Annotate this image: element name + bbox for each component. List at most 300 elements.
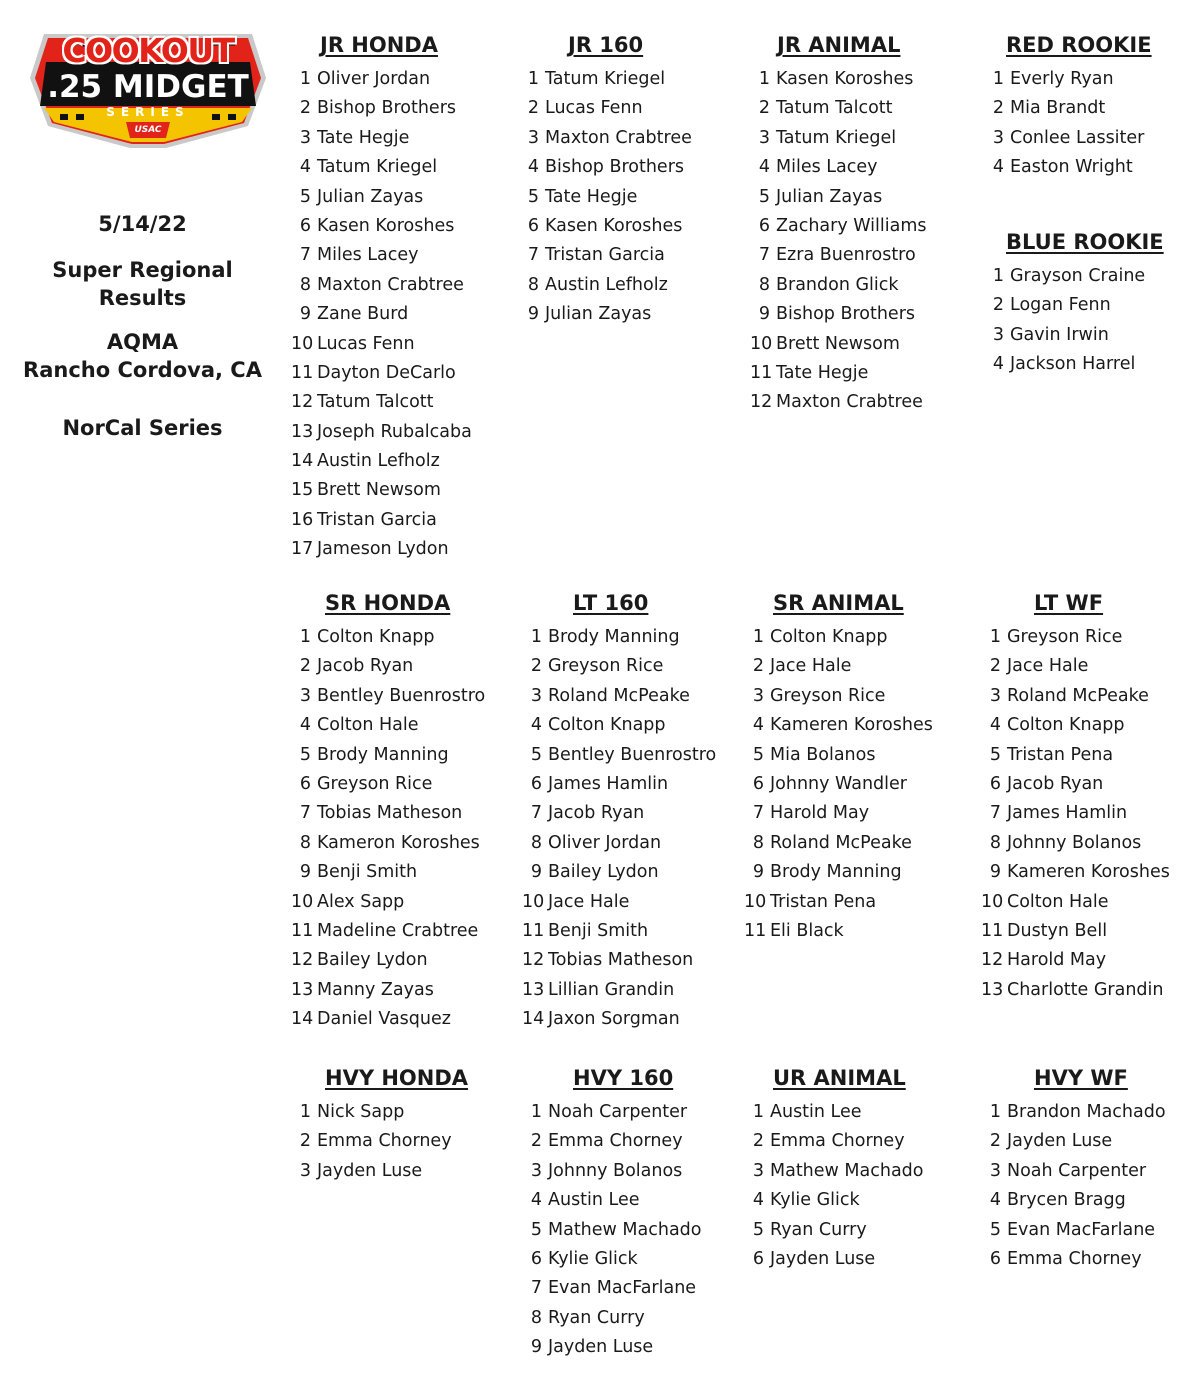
driver-name: Brody Manning bbox=[548, 627, 680, 647]
driver-name: Charlotte Grandin bbox=[1007, 979, 1164, 1000]
finish-position: 7 bbox=[530, 803, 542, 824]
result-entry bbox=[522, 1274, 702, 1303]
driver-name: Colton Knapp bbox=[317, 627, 435, 647]
finish-position: 8 bbox=[752, 832, 764, 853]
finish-position: 11 bbox=[981, 920, 1004, 941]
finish-position: 13 bbox=[522, 979, 545, 1000]
result-entry bbox=[291, 1005, 485, 1034]
result-entry bbox=[750, 183, 927, 212]
result-entry bbox=[291, 770, 485, 799]
finish-position: 6 bbox=[299, 773, 311, 794]
driver-name: Ezra Buenrostro bbox=[776, 245, 916, 266]
finish-position: 4 bbox=[530, 715, 542, 736]
result-entry bbox=[519, 300, 692, 329]
driver-name: Bentley Buenrostro bbox=[317, 685, 486, 706]
finish-position: 10 bbox=[522, 891, 545, 912]
driver-name: Oliver Jordan bbox=[317, 69, 431, 89]
result-entry bbox=[291, 652, 485, 681]
finish-position: 1 bbox=[989, 627, 1001, 647]
results-list bbox=[519, 65, 692, 330]
finish-position: 4 bbox=[758, 157, 770, 178]
result-entry bbox=[984, 262, 1145, 291]
logo-series-text: .25 MIDGET bbox=[47, 69, 249, 105]
results-list bbox=[522, 1098, 702, 1363]
finish-position: 1 bbox=[299, 69, 311, 89]
finish-position: 10 bbox=[744, 891, 767, 912]
logo-usac-text: USAC bbox=[134, 125, 162, 135]
driver-name: Kameren Koroshes bbox=[1007, 862, 1170, 883]
finish-position: 11 bbox=[744, 920, 767, 941]
driver-name: Colton Knapp bbox=[548, 715, 666, 736]
finish-position: 8 bbox=[299, 832, 311, 853]
result-entry bbox=[981, 1245, 1166, 1274]
driver-name: Kylie Glick bbox=[548, 1248, 638, 1269]
finish-position: 5 bbox=[758, 186, 770, 207]
driver-name: Austin Lee bbox=[770, 1102, 862, 1122]
result-entry bbox=[981, 946, 1170, 975]
finish-position: 10 bbox=[750, 333, 773, 354]
driver-name: Dustyn Bell bbox=[1007, 920, 1108, 941]
driver-name: Nick Sapp bbox=[317, 1102, 405, 1122]
result-entry bbox=[750, 124, 927, 153]
driver-name: Kasen Koroshes bbox=[776, 69, 914, 89]
result-entry bbox=[744, 623, 933, 652]
driver-name: Benji Smith bbox=[548, 920, 649, 941]
driver-name: Julian Zayas bbox=[317, 186, 424, 207]
driver-name: Greyson Rice bbox=[548, 656, 664, 677]
result-entry bbox=[291, 858, 485, 887]
finish-position: 3 bbox=[752, 1160, 764, 1181]
finish-position: 4 bbox=[299, 715, 311, 736]
finish-position: 6 bbox=[758, 215, 770, 236]
finish-position: 6 bbox=[752, 1248, 764, 1269]
finish-position: 5 bbox=[530, 1219, 542, 1240]
result-entry bbox=[981, 1157, 1166, 1186]
driver-name: Joseph Rubalcaba bbox=[317, 421, 472, 442]
finish-position: 3 bbox=[989, 685, 1001, 706]
driver-name: Jace Hale bbox=[1007, 656, 1089, 677]
result-entry bbox=[291, 1127, 452, 1156]
result-entry bbox=[522, 1127, 702, 1156]
finish-position: 10 bbox=[981, 891, 1004, 912]
finish-position: 1 bbox=[992, 266, 1004, 286]
finish-position: 4 bbox=[752, 715, 764, 736]
results-list bbox=[291, 623, 485, 1034]
driver-name: Jackson Harrel bbox=[1010, 354, 1136, 375]
results-list bbox=[522, 623, 716, 1034]
result-entry bbox=[519, 153, 692, 182]
finish-position: 4 bbox=[989, 715, 1001, 736]
driver-name: Kasen Koroshes bbox=[545, 215, 683, 236]
result-entry bbox=[522, 858, 716, 887]
finish-position: 5 bbox=[752, 1219, 764, 1240]
result-entry bbox=[522, 1216, 702, 1245]
finish-position: 1 bbox=[758, 69, 770, 89]
finish-position: 9 bbox=[299, 862, 311, 883]
result-entry bbox=[291, 917, 485, 946]
result-entry bbox=[744, 711, 933, 740]
result-entry bbox=[981, 829, 1170, 858]
result-entry bbox=[519, 94, 692, 123]
finish-position: 7 bbox=[299, 245, 311, 266]
result-entry bbox=[750, 241, 927, 270]
result-entry bbox=[744, 888, 933, 917]
result-entry bbox=[750, 388, 927, 417]
result-entry bbox=[291, 447, 472, 476]
driver-name: Austin Lee bbox=[548, 1190, 640, 1211]
result-entry bbox=[522, 917, 716, 946]
result-entry bbox=[744, 652, 933, 681]
driver-name: Jace Hale bbox=[770, 656, 852, 677]
driver-name: Brett Newsom bbox=[317, 480, 441, 501]
result-entry bbox=[981, 888, 1170, 917]
class-title: HVY HONDA bbox=[325, 1066, 469, 1090]
driver-name: Tate Hegje bbox=[317, 127, 410, 148]
finish-position: 6 bbox=[989, 773, 1001, 794]
finish-position: 3 bbox=[758, 127, 770, 148]
driver-name: Bentley Buenrostro bbox=[548, 744, 717, 765]
result-entry bbox=[291, 183, 472, 212]
driver-name: Colton Hale bbox=[317, 715, 419, 736]
result-entry bbox=[291, 711, 485, 740]
class-title: RED ROOKIE bbox=[1006, 33, 1152, 57]
driver-name: Tate Hegje bbox=[776, 362, 869, 383]
driver-name: Jacob Ryan bbox=[317, 656, 414, 677]
driver-name: Manny Zayas bbox=[317, 979, 434, 1000]
finish-position: 6 bbox=[299, 215, 311, 236]
driver-name: Tristan Pena bbox=[1007, 744, 1114, 765]
result-entry bbox=[984, 291, 1145, 320]
driver-name: Kameron Koroshes bbox=[317, 832, 480, 853]
result-entry bbox=[744, 1245, 924, 1274]
finish-position: 1 bbox=[989, 1102, 1001, 1122]
finish-position: 3 bbox=[992, 324, 1004, 345]
driver-name: Brody Manning bbox=[317, 744, 449, 765]
driver-name: Jayden Luse bbox=[770, 1248, 876, 1269]
driver-name: Julian Zayas bbox=[776, 186, 883, 207]
logo-series-word: SERIES bbox=[106, 105, 190, 119]
driver-name: Greyson Rice bbox=[1007, 627, 1123, 647]
result-entry bbox=[519, 124, 692, 153]
finish-position: 2 bbox=[530, 1131, 542, 1152]
driver-name: Austin Lefholz bbox=[545, 274, 668, 295]
finish-position: 3 bbox=[989, 1160, 1001, 1181]
driver-name: Roland McPeake bbox=[1007, 685, 1149, 706]
finish-position: 8 bbox=[530, 1307, 542, 1328]
results-list bbox=[291, 1098, 452, 1186]
result-entry bbox=[522, 711, 716, 740]
finish-position: 2 bbox=[989, 1131, 1001, 1152]
driver-name: Evan MacFarlane bbox=[548, 1278, 697, 1299]
finish-position: 14 bbox=[291, 1009, 314, 1030]
result-entry bbox=[984, 124, 1144, 153]
result-entry bbox=[981, 1216, 1166, 1245]
class-title: SR ANIMAL bbox=[773, 591, 904, 615]
finish-position: 9 bbox=[530, 1337, 542, 1358]
result-entry bbox=[522, 1157, 702, 1186]
finish-position: 13 bbox=[291, 421, 314, 442]
driver-name: Colton Hale bbox=[1007, 891, 1109, 912]
result-entry bbox=[984, 94, 1144, 123]
finish-position: 3 bbox=[530, 1160, 542, 1181]
driver-name: Jayden Luse bbox=[548, 1337, 654, 1358]
finish-position: 1 bbox=[992, 69, 1004, 89]
result-entry bbox=[291, 359, 472, 388]
result-entry bbox=[522, 946, 716, 975]
result-entry bbox=[744, 917, 933, 946]
finish-position: 4 bbox=[530, 1190, 542, 1211]
finish-position: 3 bbox=[299, 685, 311, 706]
result-entry bbox=[519, 271, 692, 300]
finish-position: 9 bbox=[527, 304, 539, 325]
result-entry bbox=[744, 1157, 924, 1186]
result-entry bbox=[291, 124, 472, 153]
result-entry bbox=[522, 741, 716, 770]
result-entry bbox=[750, 330, 927, 359]
finish-position: 9 bbox=[530, 862, 542, 883]
finish-position: 8 bbox=[989, 832, 1001, 853]
result-entry bbox=[744, 741, 933, 770]
event-date: 5/14/22 bbox=[98, 212, 187, 236]
finish-position: 2 bbox=[299, 98, 311, 119]
result-entry bbox=[291, 888, 485, 917]
result-entry bbox=[750, 300, 927, 329]
finish-position: 16 bbox=[291, 509, 314, 530]
driver-name: Emma Chorney bbox=[548, 1131, 683, 1152]
driver-name: Emma Chorney bbox=[1007, 1248, 1142, 1269]
driver-name: Brandon Machado bbox=[1007, 1102, 1166, 1122]
driver-name: Gavin Irwin bbox=[1010, 324, 1109, 345]
driver-name: Kylie Glick bbox=[770, 1190, 860, 1211]
finish-position: 2 bbox=[530, 656, 542, 677]
result-entry bbox=[750, 65, 927, 94]
result-entry bbox=[291, 388, 472, 417]
driver-name: Evan MacFarlane bbox=[1007, 1219, 1156, 1240]
result-entry bbox=[744, 858, 933, 887]
driver-name: Ryan Curry bbox=[548, 1307, 645, 1328]
result-entry bbox=[750, 153, 927, 182]
result-entry bbox=[522, 1333, 702, 1362]
result-entry bbox=[981, 770, 1170, 799]
result-entry bbox=[981, 1127, 1166, 1156]
finish-position: 4 bbox=[752, 1190, 764, 1211]
driver-name: Brett Newsom bbox=[776, 333, 900, 354]
result-entry bbox=[744, 829, 933, 858]
result-entry bbox=[291, 535, 472, 564]
finish-position: 13 bbox=[291, 979, 314, 1000]
results-list bbox=[750, 65, 927, 418]
driver-name: Mia Brandt bbox=[1010, 98, 1106, 119]
results-list bbox=[744, 1098, 924, 1274]
result-entry bbox=[981, 623, 1170, 652]
result-entry bbox=[522, 652, 716, 681]
driver-name: Maxton Crabtree bbox=[317, 274, 464, 295]
result-entry bbox=[519, 241, 692, 270]
driver-name: Harold May bbox=[770, 803, 870, 824]
results-list bbox=[981, 623, 1170, 1005]
driver-name: Oliver Jordan bbox=[548, 832, 662, 853]
finish-position: 12 bbox=[291, 392, 314, 413]
driver-name: Benji Smith bbox=[317, 862, 418, 883]
result-entry bbox=[291, 94, 472, 123]
class-title: LT WF bbox=[1034, 591, 1104, 615]
driver-name: Bailey Lydon bbox=[548, 862, 659, 883]
finish-position: 9 bbox=[758, 304, 770, 325]
result-entry bbox=[291, 241, 472, 270]
result-entry bbox=[522, 976, 716, 1005]
finish-position: 11 bbox=[291, 362, 314, 383]
driver-name: Brandon Glick bbox=[776, 274, 899, 295]
result-entry bbox=[522, 1005, 716, 1034]
finish-position: 4 bbox=[992, 354, 1004, 375]
driver-name: Jace Hale bbox=[548, 891, 630, 912]
finish-position: 10 bbox=[291, 333, 314, 354]
driver-name: Emma Chorney bbox=[770, 1131, 905, 1152]
result-entry bbox=[750, 271, 927, 300]
series-logo bbox=[30, 22, 266, 150]
result-entry bbox=[984, 65, 1144, 94]
driver-name: Tobias Matheson bbox=[548, 950, 694, 971]
finish-position: 8 bbox=[527, 274, 539, 295]
finish-position: 1 bbox=[299, 627, 311, 647]
result-entry bbox=[291, 418, 472, 447]
driver-name: Ryan Curry bbox=[770, 1219, 867, 1240]
driver-name: Roland McPeake bbox=[548, 685, 690, 706]
driver-name: Tatum Kriegel bbox=[545, 69, 666, 89]
driver-name: Roland McPeake bbox=[770, 832, 912, 853]
finish-position: 3 bbox=[752, 685, 764, 706]
finish-position: 12 bbox=[981, 950, 1004, 971]
driver-name: James Hamlin bbox=[548, 773, 669, 794]
driver-name: Dayton DeCarlo bbox=[317, 362, 456, 383]
event-series: NorCal Series bbox=[62, 416, 223, 440]
driver-name: Zane Burd bbox=[317, 304, 409, 325]
result-entry bbox=[981, 976, 1170, 1005]
results-list bbox=[291, 65, 472, 565]
result-entry bbox=[291, 300, 472, 329]
result-entry bbox=[291, 1157, 452, 1186]
results-list bbox=[981, 1098, 1166, 1274]
finish-position: 3 bbox=[299, 1160, 311, 1181]
finish-position: 11 bbox=[291, 920, 314, 941]
finish-position: 3 bbox=[527, 127, 539, 148]
result-entry bbox=[981, 858, 1170, 887]
result-entry bbox=[750, 359, 927, 388]
driver-name: Bishop Brothers bbox=[317, 98, 457, 119]
finish-position: 6 bbox=[530, 1248, 542, 1269]
result-entry bbox=[522, 682, 716, 711]
driver-name: Tatum Kriegel bbox=[317, 157, 438, 178]
driver-name: Johnny Wandler bbox=[770, 773, 907, 794]
driver-name: Tatum Talcott bbox=[776, 98, 893, 119]
driver-name: Jayden Luse bbox=[317, 1160, 423, 1181]
result-entry bbox=[981, 652, 1170, 681]
finish-position: 1 bbox=[527, 69, 539, 89]
result-entry bbox=[744, 770, 933, 799]
finish-position: 4 bbox=[992, 157, 1004, 178]
result-entry bbox=[291, 946, 485, 975]
driver-name: Harold May bbox=[1007, 950, 1107, 971]
finish-position: 1 bbox=[530, 1102, 542, 1122]
result-entry bbox=[744, 1098, 924, 1127]
result-entry bbox=[519, 65, 692, 94]
driver-name: Grayson Craine bbox=[1010, 266, 1146, 286]
result-entry bbox=[522, 770, 716, 799]
driver-name: Lucas Fenn bbox=[317, 333, 415, 354]
finish-position: 7 bbox=[527, 245, 539, 266]
class-title: BLUE ROOKIE bbox=[1006, 230, 1164, 254]
finish-position: 5 bbox=[989, 744, 1001, 765]
driver-name: Maxton Crabtree bbox=[776, 392, 923, 413]
result-entry bbox=[522, 829, 716, 858]
finish-position: 1 bbox=[752, 627, 764, 647]
driver-name: Colton Knapp bbox=[1007, 715, 1125, 736]
result-entry bbox=[522, 1304, 702, 1333]
finish-position: 7 bbox=[752, 803, 764, 824]
driver-name: Noah Carpenter bbox=[1007, 1160, 1147, 1181]
results-list bbox=[744, 623, 933, 946]
results-list bbox=[984, 262, 1145, 380]
class-title: SR HONDA bbox=[325, 591, 451, 615]
finish-position: 7 bbox=[299, 803, 311, 824]
driver-name: Bailey Lydon bbox=[317, 950, 428, 971]
result-entry bbox=[291, 1098, 452, 1127]
result-entry bbox=[291, 799, 485, 828]
class-title: JR 160 bbox=[568, 33, 644, 57]
driver-name: Brycen Bragg bbox=[1007, 1190, 1126, 1211]
class-title: LT 160 bbox=[573, 591, 649, 615]
driver-name: Miles Lacey bbox=[317, 245, 419, 266]
driver-name: Lucas Fenn bbox=[545, 98, 643, 119]
result-entry bbox=[519, 212, 692, 241]
event-title: Super Regional Results bbox=[52, 258, 233, 310]
driver-name: Greyson Rice bbox=[770, 685, 886, 706]
driver-name: Bishop Brothers bbox=[776, 304, 916, 325]
class-title: JR HONDA bbox=[320, 33, 438, 57]
finish-position: 3 bbox=[992, 127, 1004, 148]
driver-name: Julian Zayas bbox=[545, 304, 652, 325]
result-entry bbox=[519, 183, 692, 212]
driver-name: Kasen Koroshes bbox=[317, 215, 455, 236]
finish-position: 8 bbox=[530, 832, 542, 853]
driver-name: Austin Lefholz bbox=[317, 451, 440, 472]
result-entry bbox=[984, 153, 1144, 182]
finish-position: 4 bbox=[299, 157, 311, 178]
result-entry bbox=[291, 623, 485, 652]
result-entry bbox=[984, 321, 1145, 350]
result-entry bbox=[291, 476, 472, 505]
driver-name: Greyson Rice bbox=[317, 773, 433, 794]
finish-position: 5 bbox=[989, 1219, 1001, 1240]
finish-position: 12 bbox=[750, 392, 773, 413]
result-entry bbox=[744, 1216, 924, 1245]
finish-position: 2 bbox=[989, 656, 1001, 677]
class-title: HVY WF bbox=[1034, 1066, 1128, 1090]
finish-position: 2 bbox=[752, 656, 764, 677]
result-entry bbox=[744, 1127, 924, 1156]
driver-name: Jacob Ryan bbox=[548, 803, 645, 824]
result-entry bbox=[522, 1245, 702, 1274]
driver-name: Jaxon Sorgman bbox=[548, 1009, 680, 1030]
driver-name: Madeline Crabtree bbox=[317, 920, 479, 941]
finish-position: 8 bbox=[758, 274, 770, 295]
finish-position: 4 bbox=[989, 1190, 1001, 1211]
driver-name: Everly Ryan bbox=[1010, 69, 1114, 89]
finish-position: 3 bbox=[299, 127, 311, 148]
result-entry bbox=[981, 1098, 1166, 1127]
finish-position: 14 bbox=[291, 451, 314, 472]
finish-position: 6 bbox=[752, 773, 764, 794]
